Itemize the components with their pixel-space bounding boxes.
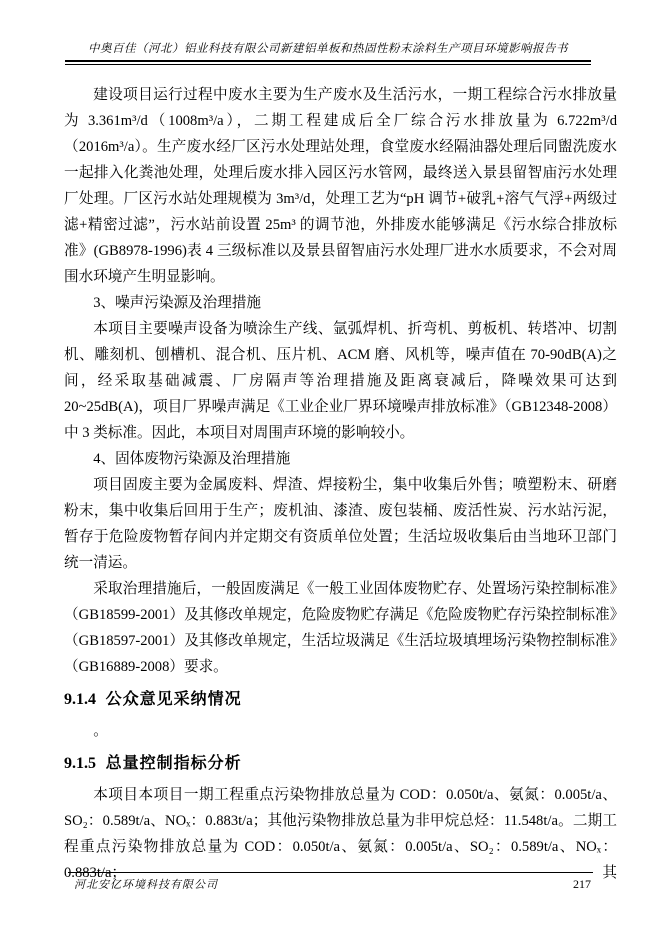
paragraph-placeholder-period: 。 [93,723,108,739]
footer-company-name: 河北安亿环境科技有限公司 [74,879,218,891]
subheading-solid-waste: 4、固体废物污染源及治理措施 [93,451,291,467]
page-header-title: 中奥百佳（河北）铝业科技有限公司新建铝单板和热固性粉末涂料生产项目环境影响报告书 [88,43,568,55]
section-number: 9.1.4 [64,691,96,708]
paragraph-noise: 本项目主要噪声设备为喷涂生产线、氩弧焊机、折弯机、剪板机、转塔冲、切割机、雕刻机、刨槽机、混合机、压片机、ACM 磨、风机等，噪声值在 70-90dB(A)之间，经采取基础减震、厂房隔声等治理措施及距离衰减后，降噪效果可达到 20~25dB(A)，项目厂界噪声满足《工业企业厂界环境噪声排放标准》（GB12348-2008）中 3 类标准。因此，本项目对周围声环境的影响较小。 [64,321,617,441]
page-header [65,40,591,65]
footer-row [68,876,593,892]
section-title: 公众意见采纳情况 [105,691,242,708]
section-heading-9-1-4 [64,689,617,711]
paragraph-solid-waste: 项目固废主要为金属废料、焊渣、焊接粉尘，集中收集后外售；喷塑粉末、研磨粉末，集中收集后回用于生产；废机油、漆渣、废包装桶、废活性炭、污水站污泥，暂存于危险废物暂存间内并定期交有资质单位处置；生活垃圾收集后由当地环卫部门统一清运。 [64,477,617,571]
footer-rule [68,872,593,873]
header-double-rule [65,60,591,65]
paragraph-wastewater: 建设项目运行过程中废水主要为生产废水及生活污水，一期工程综合污水排放量为 3.361m³/d（1008m³/a），二期工程建成后全厂综合污水排放量为 6.722m³/d（2016m³/a）。生产废水经厂区污水处理站处理，食堂废水经隔油器处理后同盥洗废水一起排入化粪池处理，处理后废水排入园区污水管网，最终送入景县留智庙污水处理厂处理。厂区污水站处理规模为 3m³/d，处理工艺为“pH 调节+破乳+溶气气浮+两级过滤+精密过滤”，污水站前设置 25m³ 的调节池，外排废水能够满足《污水综合排放标准》(GB8978-1996)表 4 三级标准以及景县留智庙污水处理厂进水水质要求，不会对周围水环境产生明显影响。 [64,87,617,285]
section-title: 总量控制指标分析 [105,755,242,772]
page-footer [68,872,593,892]
section-number: 9.1.5 [64,755,96,772]
section-heading-9-1-5 [64,753,617,775]
paragraph-total-emission-control: 本项目本项目一期工程重点污染物排放总量为 COD：0.050t/a、氨氮：0.005t/a、SO₂：0.589t/a、NOₓ：0.883t/a；其他污染物排放总量为非甲烷总烃：11.548t/a。二期工程重点污染物排放总量为 COD：0.050t/a、氨氮：0.005t/a、SO₂：0.589t/a、NOₓ：0.883t/a；其 [64,787,617,881]
subheading-noise-sources: 3、噪声污染源及治理措施 [93,295,262,311]
paragraph-waste-standards: 采取治理措施后，一般固废满足《一般工业固体废物贮存、处置场污染控制标准》（GB18599-2001）及其修改单规定，危险废物贮存满足《危险废物贮存污染控制标准》（GB18597-2001）及其修改单规定，生活垃圾满足《生活垃圾填埋场污染物控制标准》（GB16889-2008）要求。 [64,581,617,675]
document-body [64,82,617,886]
footer-page-number: 217 [573,877,591,891]
